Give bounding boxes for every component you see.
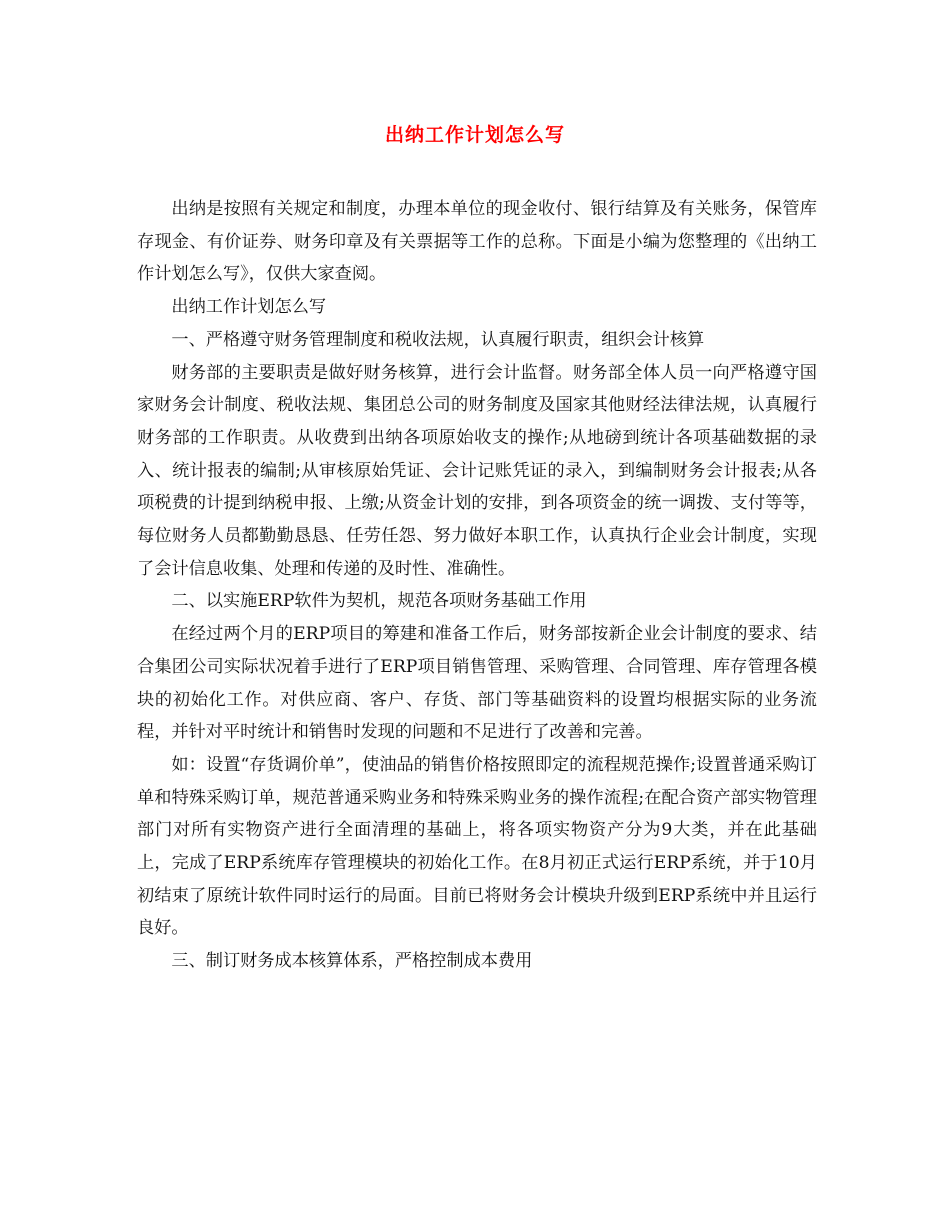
- paragraph-section-1: 财务部的主要职责是做好财务核算，进行会计监督。财务部全体人员一向严格遵守国家财务会计制度、税收法规、集团总公司的财务制度及国家其他财经法律法规，认真履行财务部的工作职责。从收费到出纳各项原始收支的操作;从地磅到统计各项基础数据的录入、统计报表的编制;从审核原始凭证、会计记账凭证的录入，到编制财务会计报表;从各项税费的计提到纳税申报、上缴;从资金计划的安排，到各项资金的统一调拨、支付等等，每位财务人员都勤勤恳恳、任劳任怨、努力做好本职工作，认真执行企业会计制度，实现了会计信息收集、处理和传递的及时性、准确性。: [137, 362, 817, 579]
- paragraph-section-2b: 如：设置“存货调价单”，使油品的销售价格按照即定的流程规范操作;设置普通采购订单和特殊采购订单，规范普通采购业务和特殊采购业务的操作流程;在配合资产部实物管理部门对所有实物资产进行全面清理的基础上，将各项实物资产分为9大类，并在此基础上，完成了ERP系统库存管理模块的初始化工作。在8月初正式运行ERP系统，并于10月初结束了原统计软件同时运行的局面。目前已将财务会计模块升级到ERP系统中并且运行良好。: [137, 754, 817, 939]
- section-heading-3: 三、制订财务成本核算体系，严格控制成本费用: [171, 951, 533, 972]
- paragraph-section-2a: 在经过两个月的ERP项目的筹建和准备工作后，财务部按新企业会计制度的要求、结合集团公司实际状况着手进行了ERP项目销售管理、采购管理、合同管理、库存管理各模块的初始化工作。对供应商、客户、存货、部门等基础资料的设置均根据实际的业务流程，并针对平时统计和销售时发现的问题和不足进行了改善和完善。: [137, 624, 817, 743]
- paragraph-subtitle: 出纳工作计划怎么写: [171, 297, 327, 318]
- document-body: [137, 193, 817, 978]
- section-heading-1: 一、严格遵守财务管理制度和税收法规，认真履行职责，组织会计核算: [171, 329, 705, 350]
- document-title: 出纳工作计划怎么写: [384, 124, 565, 146]
- paragraph-intro: 出纳是按照有关规定和制度，办理本单位的现金收付、银行结算及有关账务，保管库存现金、有价证券、财务印章及有关票据等工作的总称。下面是小编为您整理的《出纳工作计划怎么写》，仅供大家查阅。: [137, 199, 817, 285]
- section-heading-2: 二、以实施ERP软件为契机，规范各项财务基础工作用: [171, 591, 587, 612]
